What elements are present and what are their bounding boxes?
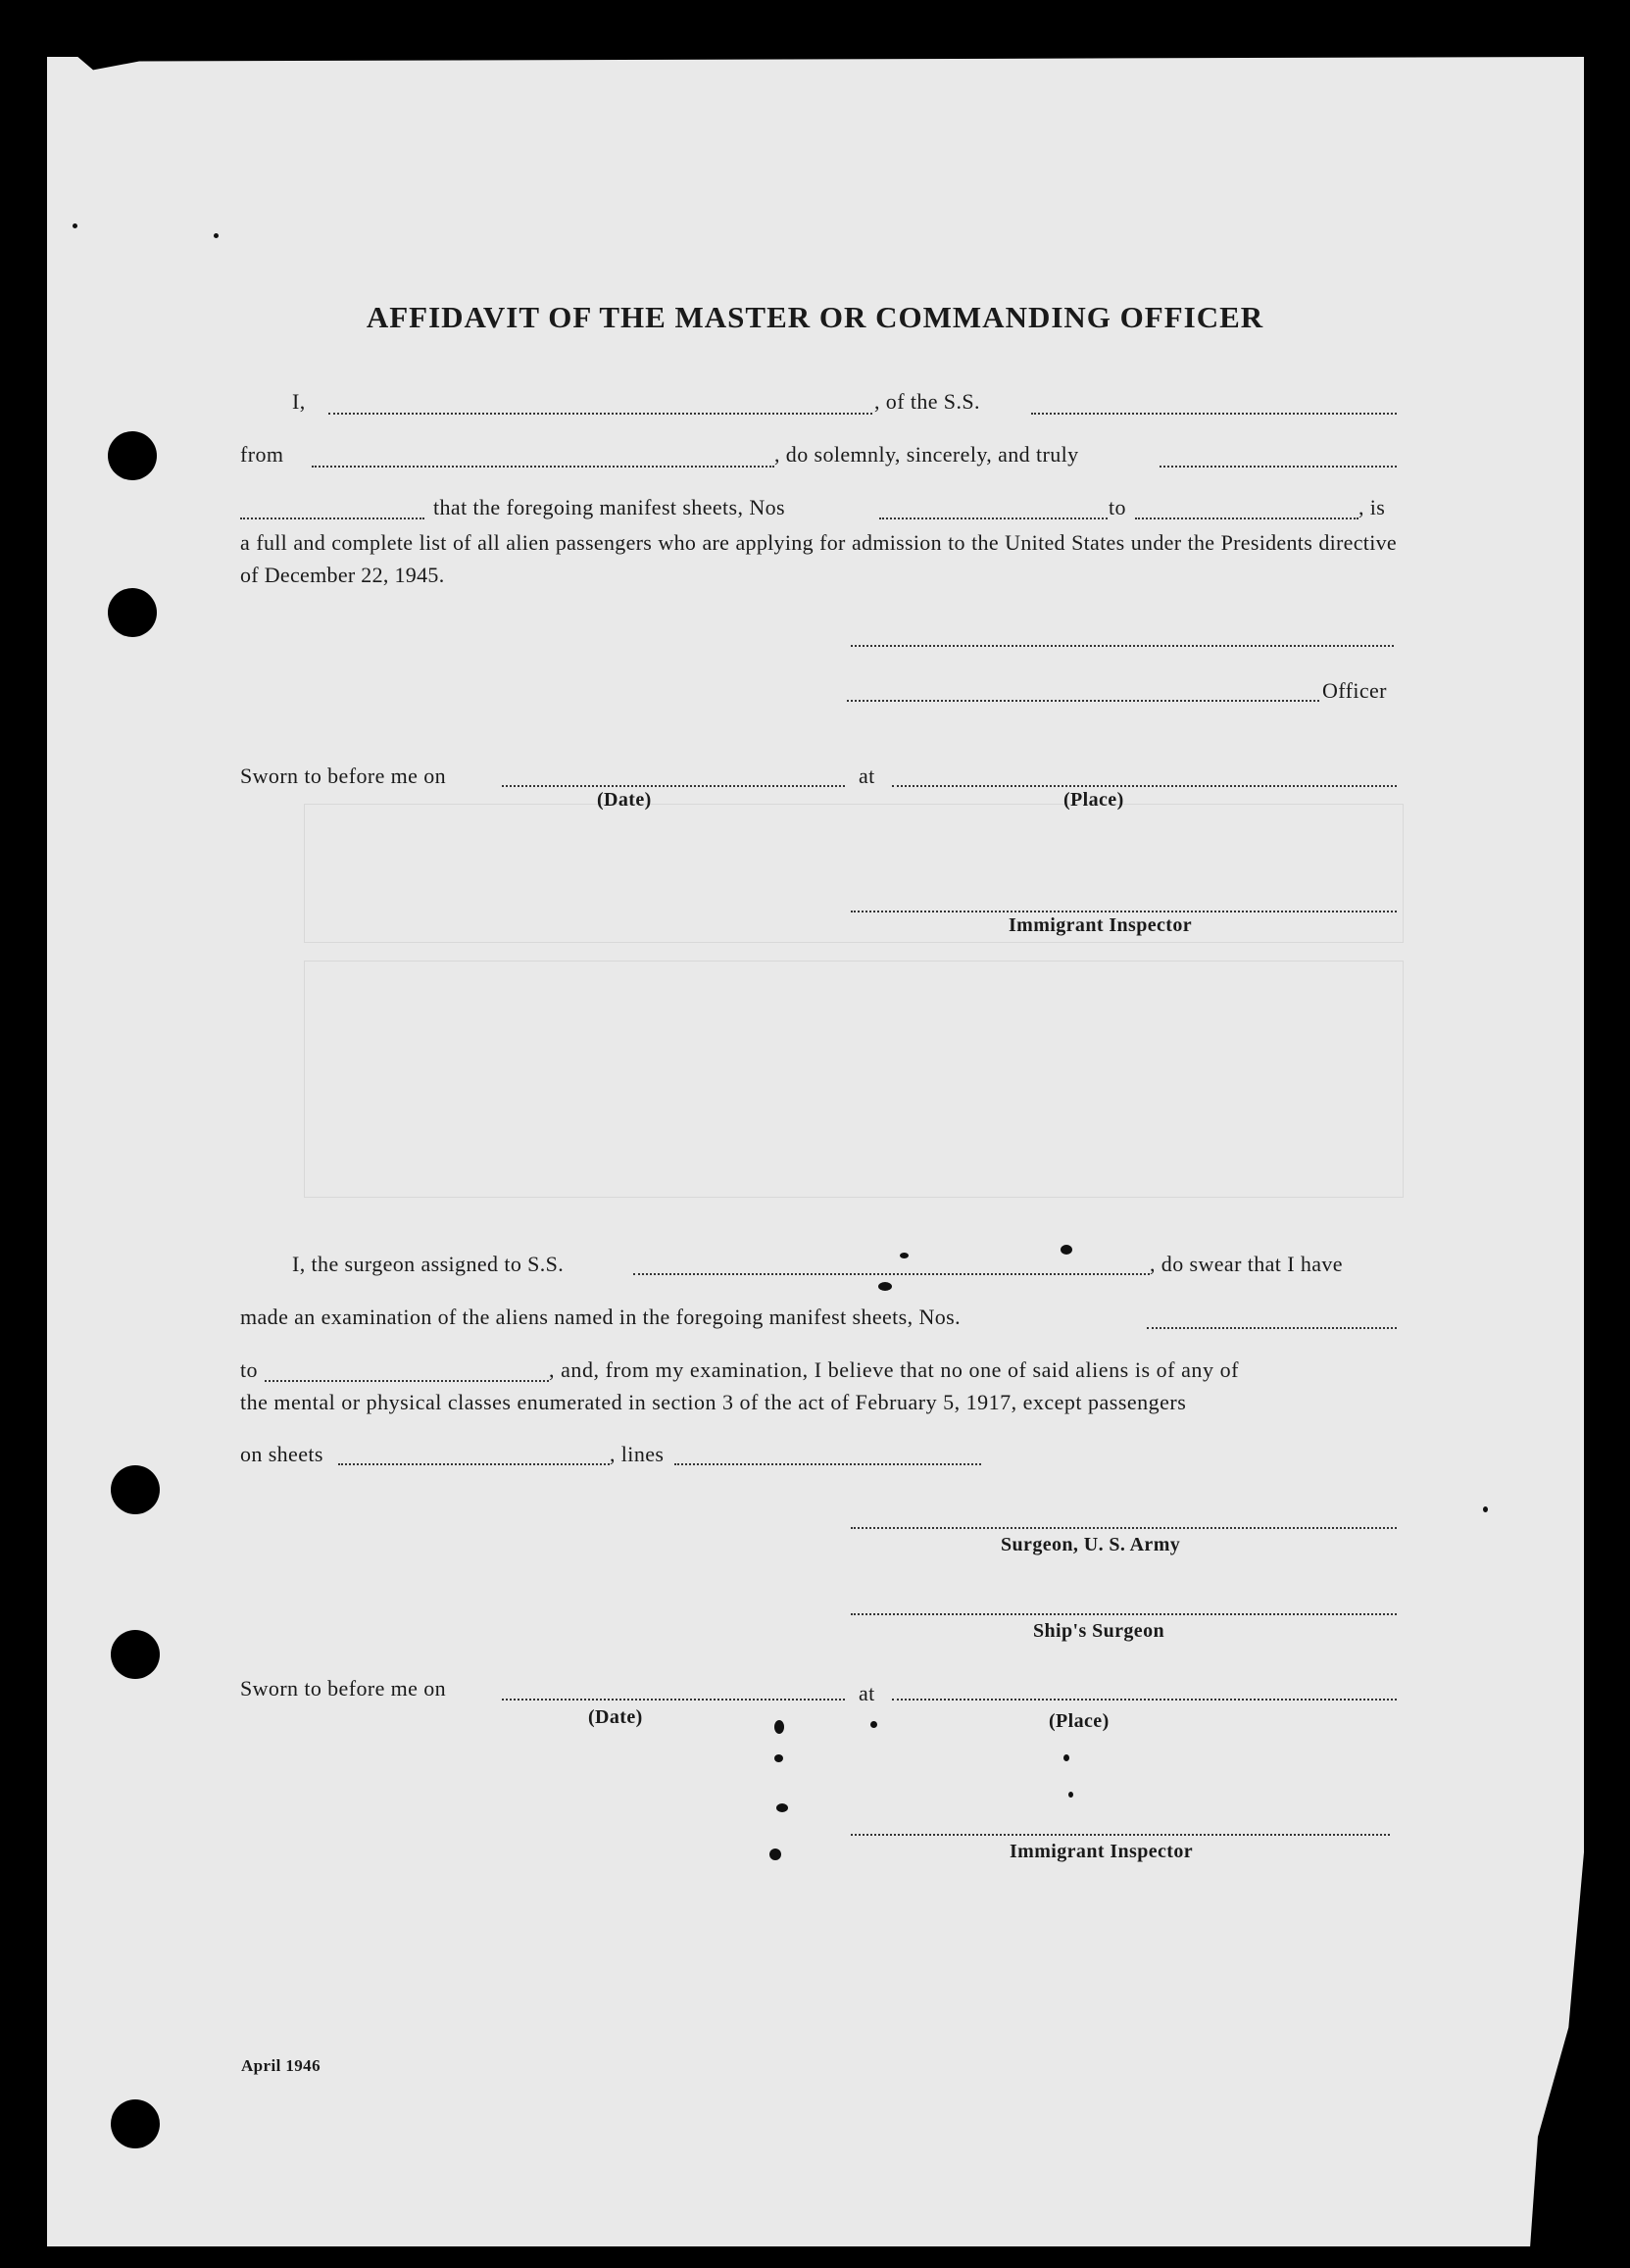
ships-surgeon-caption: Ship's Surgeon	[1033, 1620, 1164, 1642]
form-date: April 1946	[241, 2056, 321, 2075]
ink-speck	[1068, 1792, 1073, 1798]
binder-hole	[111, 1465, 160, 1514]
date-caption: (Date)	[597, 789, 652, 811]
surgeon-inspector-caption: Immigrant Inspector	[1010, 1841, 1194, 1862]
surgeon-sworn-date-field[interactable]	[502, 1699, 845, 1701]
exam-label: made an examination of the aliens named in the foregoing manifest sheets, Nos.	[240, 1305, 961, 1329]
officer-signature-line[interactable]	[847, 700, 1319, 702]
is-label: , is	[1358, 495, 1386, 519]
army-surgeon-caption: Surgeon, U. S. Army	[1001, 1534, 1181, 1555]
ink-speck	[774, 1720, 784, 1734]
place-caption: (Place)	[1063, 789, 1124, 811]
sworn-label: Sworn to before me on	[240, 764, 447, 788]
officer-label: Officer	[1322, 678, 1387, 703]
binder-hole	[111, 1630, 160, 1679]
ink-speck	[776, 1803, 788, 1812]
ink-speck	[1063, 1754, 1069, 1761]
surgeon-sworn-label: Sworn to before me on	[240, 1676, 447, 1701]
sheets-field[interactable]	[338, 1463, 610, 1465]
solemnly-label: , do solemnly, sincerely, and truly	[774, 442, 1079, 467]
inspector-caption: Immigrant Inspector	[1009, 914, 1193, 936]
surgeon-inspector-signature-line[interactable]	[851, 1834, 1390, 1836]
army-surgeon-signature-line[interactable]	[851, 1527, 1397, 1529]
signature-line-1[interactable]	[851, 645, 1394, 647]
oath-field[interactable]	[1160, 466, 1397, 468]
ink-speck	[1483, 1506, 1488, 1512]
manifest-to-field[interactable]	[1135, 518, 1358, 519]
manifest-label: that the foregoing manifest sheets, Nos	[433, 495, 785, 519]
ink-speck	[73, 223, 77, 228]
surgeon-place-caption: (Place)	[1049, 1710, 1110, 1732]
surgeon-ship-field[interactable]	[633, 1273, 1150, 1275]
exam-to-field[interactable]	[265, 1380, 549, 1382]
oath-continuation-field[interactable]	[240, 518, 424, 519]
ink-speck	[878, 1282, 892, 1291]
at-label: at	[859, 764, 875, 788]
exam-nos-field[interactable]	[1147, 1327, 1397, 1329]
to-label: to	[1109, 495, 1126, 519]
show-through-box	[304, 961, 1404, 1198]
surgeon-at-label: at	[859, 1681, 875, 1705]
surgeon-sworn-place-field[interactable]	[892, 1699, 1397, 1701]
ship-name-field[interactable]	[1031, 413, 1397, 415]
master-statement: a full and complete list of all alien passengers who are applying for admission to the United States under the Presidents directive of December 22, 1945.	[240, 530, 1397, 587]
binder-hole	[108, 431, 157, 480]
ink-speck	[870, 1721, 877, 1728]
swear-label: , do swear that I have	[1150, 1252, 1343, 1276]
binder-hole	[108, 588, 157, 637]
ink-speck	[214, 233, 219, 238]
from-label: from	[240, 442, 284, 467]
form-title: AFFIDAVIT OF THE MASTER OR COMMANDING OFFICER	[366, 300, 1264, 334]
sworn-date-field[interactable]	[502, 785, 845, 787]
from-port-field[interactable]	[312, 466, 774, 468]
ink-speck	[900, 1253, 909, 1258]
ink-speck	[769, 1849, 781, 1860]
binder-hole	[111, 2099, 160, 2148]
of-ss-label: , of the S.S.	[874, 389, 980, 414]
ink-speck	[774, 1754, 783, 1762]
show-through-box	[304, 804, 1404, 943]
lines-field[interactable]	[674, 1463, 981, 1465]
ships-surgeon-signature-line[interactable]	[851, 1613, 1397, 1615]
sworn-place-field[interactable]	[892, 785, 1397, 787]
belief-label: , and, from my examination, I believe that no one of said aliens is of any of	[549, 1357, 1240, 1382]
manifest-from-field[interactable]	[879, 518, 1108, 519]
lines-label: , lines	[610, 1442, 665, 1466]
sheets-label: on sheets	[240, 1442, 323, 1466]
surgeon-to-label: to	[240, 1357, 258, 1382]
classes-line: the mental or physical classes enumerated in section 3 of the act of February 5, 1917, except passengers	[240, 1390, 1187, 1414]
master-name-field[interactable]	[328, 413, 872, 415]
surgeon-intro-label: I, the surgeon assigned to S.S.	[292, 1252, 565, 1276]
inspector-signature-line[interactable]	[851, 911, 1397, 912]
ink-speck	[1061, 1245, 1072, 1255]
i-label: I,	[292, 389, 306, 414]
surgeon-date-caption: (Date)	[588, 1706, 643, 1728]
